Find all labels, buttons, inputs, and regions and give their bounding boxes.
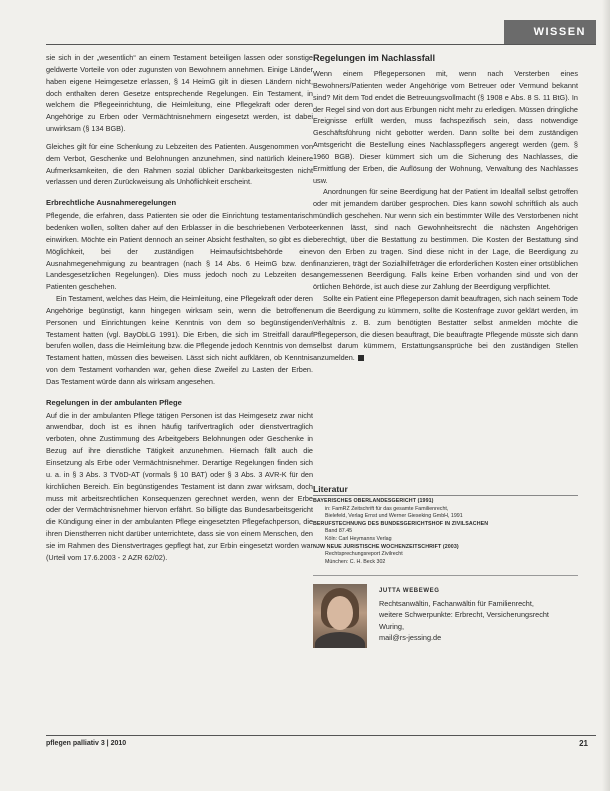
photo-shoulders (315, 632, 365, 648)
literature-item: Rechtsprechungsreport Zivilrecht (325, 551, 403, 558)
author-title-line-1: Rechtsanwältin, Fachanwältin für Familienrecht, (379, 598, 534, 608)
right-paragraph-1: Wenn einem Pflegepersonen mit, wenn nach Versterben eines Bewohners/Patienten weder Angehörige vom Betreuer oder Vermund bekannt sind? Mit dem Tod endet die Betreuungsvollmacht (§ 1908 e Abs. 8 S. 11 BtG). In der Regel sind von dort aus Erbungen nicht mehr zu erledigen. Müssen dringliche Ereignisse erfüllt werden, muss fachspezifisch sein, dass notwendige Geschäftsführung nicht gebotter werden. Dann sollte bei dem zuständigen Amtsgericht die Bestellung eines Nachlasspflegers angeregt werden (gem. § 1960 BGB). Dieser kümmert sich um die Sicherung des Nachlasses, die Ermittlung der Erben, die Auflösung der Wohnung, Verwaltung des Nachlasses usw. (313, 69, 578, 185)
photo-face (327, 596, 353, 630)
right-paragraph-3-text: Sollte ein Patient eine Pflegeperson damit beauftragen, sich nach seinem Tode um die Beerdigung zu kümmern, sollte die Kostenfrage zuvor geklärt werden, im Verhältnis z. B. zum benötigten Bestatter selbst anmelden möchte die Pflegeperson, die diesen beauftragt, Die beauftragte Pflegende müsste sich dann selbst darum kümmern, Erstattungsansprüche bei den zuständigen Stellen anzumelden. (313, 294, 578, 363)
literature-item: NJW NEUE JURISTISCHE WOCHENZEITSCHRIFT (2003) (313, 543, 459, 550)
author-box (313, 575, 578, 650)
left-paragraph-1: sie sich in der „wesentlich“ an einem Testament beteiligen lassen oder sonstige geldwerte Vorteile von oder zugunsten von Bewohnern annehmen. Einige Länder haben eigene Heimgesetze erlassen, § 14 HeimG gilt in diesen Ländern nicht, doch enthalten deren Gesetze entsprechende Regelungen. Ein Testament, in welchem die Pflegeeinrichtung, die Heimleitung, eine Pflegekraft oder deren Angehörige zu Erben oder Vermächtnisnehmern eingesetzt werden, ist dabei unwirksam (§ 134 BGB). (46, 53, 313, 134)
literature-item: München: C. H. Beck 302 (325, 558, 386, 565)
footer-rule (46, 735, 596, 736)
footer-publication: pflegen palliativ 3 | 2010 (46, 740, 127, 747)
page-edge (602, 0, 610, 791)
literature-item: BAYERISCHES OBERLANDESGERICHT (1991) (313, 498, 434, 504)
author-name: JUTTA WEBEWEG (379, 588, 440, 594)
right-paragraph-3 (313, 293, 578, 364)
literature-title: Literatur (313, 484, 348, 494)
literature-section (313, 484, 578, 566)
left-paragraph-2: Gleiches gilt für eine Schenkung zu Lebzeiten des Patienten. Ausgenommen von dem Verbot, Geschenke und Belohnungen anzunehmen, sind natürlich kleinere Aufmerksamkeiten, die den Rahmen sozial üblicher Dankbarkeitsgesten nicht verlassen und deren Zurückweisung als Unhöflichkeit erscheint. (46, 141, 313, 187)
literature-item: Köln: Carl Heymanns Verlag (325, 535, 392, 542)
section-tab: WISSEN (504, 20, 596, 44)
author-email[interactable]: mail@rs-jessing.de (379, 633, 442, 643)
right-paragraph-2: Anordnungen für seine Beerdigung hat der Patient im Idealfall selbst getroffen oder mit jemandem darüber gesprochen. Dies kann sowohl schriftlich als auch mündlich geschehen. Nur wenn sich ein bestimmter Wille des Verstorbenen nicht erkennen lässt, sind nach Gewohnheitsrecht die nächsten Angehörigen berechtigt, über die Bestattung zu bestimmen. Die Kosten der Bestattung sind von den Erben zu tragen. Sind diese nicht in der Lage, die Beerdigung zu finanzieren, trägt der Sozialhilfeträger die erforderlichen Kosten einer ortsüblichen angemessenen Beerdigung. Falls keine Erben vorhanden sind und von der örtlichen Behörde, ist auch diese zur Zahlung der Beerdigung verpflichtet. (313, 187, 578, 292)
left-paragraph-4: Ein Testament, welches das Heim, die Heimleitung, eine Pflegekraft oder deren Angehörige begünstigt, kann hingegen wirksam sein, wenn die betroffenen Personen und Einrichtungen keine Kenntnis von dem so begünstigenden Testament hatten (vgl. BayObLG 1991). Die Erben, die sich im Streitfall darauf berufen wollen, dass die Heimleitung bzw. die Pflegende jedoch Kenntnis von dem Testament hatten, müssen dies beweisen. Lässt sich nicht aufklären, ob Kenntnis von dem Testament vorhanden war, gehen diese Zweifel zu Lasten der Erben. Das Testament würde dann als wirksam angesehen. (46, 294, 313, 386)
literature-item: BERUFSTECHNUNG DES BUNDESGERICHTSHOF IN ZIVILSACHEN (313, 520, 489, 527)
author-photo (313, 584, 367, 648)
left-paragraph-5: Auf die in der ambulanten Pflege tätigen Personen ist das Heimgesetz zwar nicht anwendbar, doch ist es ihnen häufig tarifvertraglich oder dienstvertraglich verboten, ohne Zustimmung des Arbeitgebers Belohnungen oder Geschenke in Bezug auf ihre dienstliche Tätigkeit anzunehmen. Hiernach fällt auch die Einsetzung als Erbe oder Vermächtnisnehmer. Derartige Regelungen finden sich u. a. in § 3 Abs. 3 TVöD-AT (vormals § 10 BAT) oder § 3 Abs. 3 AVR-K für den kirchlichen Bereich. Ein begünstigendes Testament ist dann zwar wirksam, doch muss mit arbeitsrechtlichen Konsequenzen gerechnet werden, wenn der Erbe oder der Vermächtnisnehmer hiervon erfährt. So billigte das Bundesarbeitsgericht die Kündigung einer in der ambulanten Pflege eingesetzten Pflegefachperson, die ihren Dienstherren nicht darüber unterrichtete, dass sie von einem Menschen, den sie im Rahmen des Dienstvertrages gepflegt hat, zur Erbin eingesetzt worden war (Urteil vom 17.6.2003 - 2 AZR 62/02). (46, 410, 313, 562)
page-number: 21 (579, 739, 588, 748)
literature-item: in: FamRZ Zeitschrift für das gesamte Familienrecht, (325, 505, 449, 512)
end-mark-icon (358, 355, 364, 361)
author-info (379, 586, 575, 644)
literature-rule (313, 495, 578, 496)
literature-item: Band 87.45 (325, 528, 353, 535)
left-paragraph-3: Pflegende, die erfahren, dass Patienten sie oder die Einrichtung testamentarisch bedenken wollen, sollten daher auf den Erblasser in die beschriebenen Verbote einwirken. Möchte ein Patient dennoch an seiner Absicht festhalten, so gibt es die Möglichkeit, bei der zuständigen Heimaufsichtsbehörde eine Ausnahmegenehmigung zu beantragen (nach § 14 Abs. 6 HeimG bzw. den Landesgesetzlichen Regelungen). Dies muss jedoch noch zu Lebzeiten des Patienten geschehen. (46, 211, 313, 292)
literature-item: Bielefeld, Verlag Ernst und Werner Gieseking GmbH, 1991 (325, 513, 463, 520)
heading-nachlassfall: Regelungen im Nachlassfall (313, 53, 436, 63)
right-column (313, 52, 578, 364)
top-rule (46, 44, 596, 45)
author-title-line-3: Wuring, (379, 621, 405, 631)
heading-ambulante-pflege: Regelungen in der ambulanten Pflege (46, 397, 182, 407)
left-column (46, 52, 313, 564)
heading-erbrechtliche: Erbrechtliche Ausnahmeregelungen (46, 198, 177, 208)
author-title-line-2: weitere Schwerpunkte: Erbrecht, Versicherungsrecht (379, 610, 549, 620)
